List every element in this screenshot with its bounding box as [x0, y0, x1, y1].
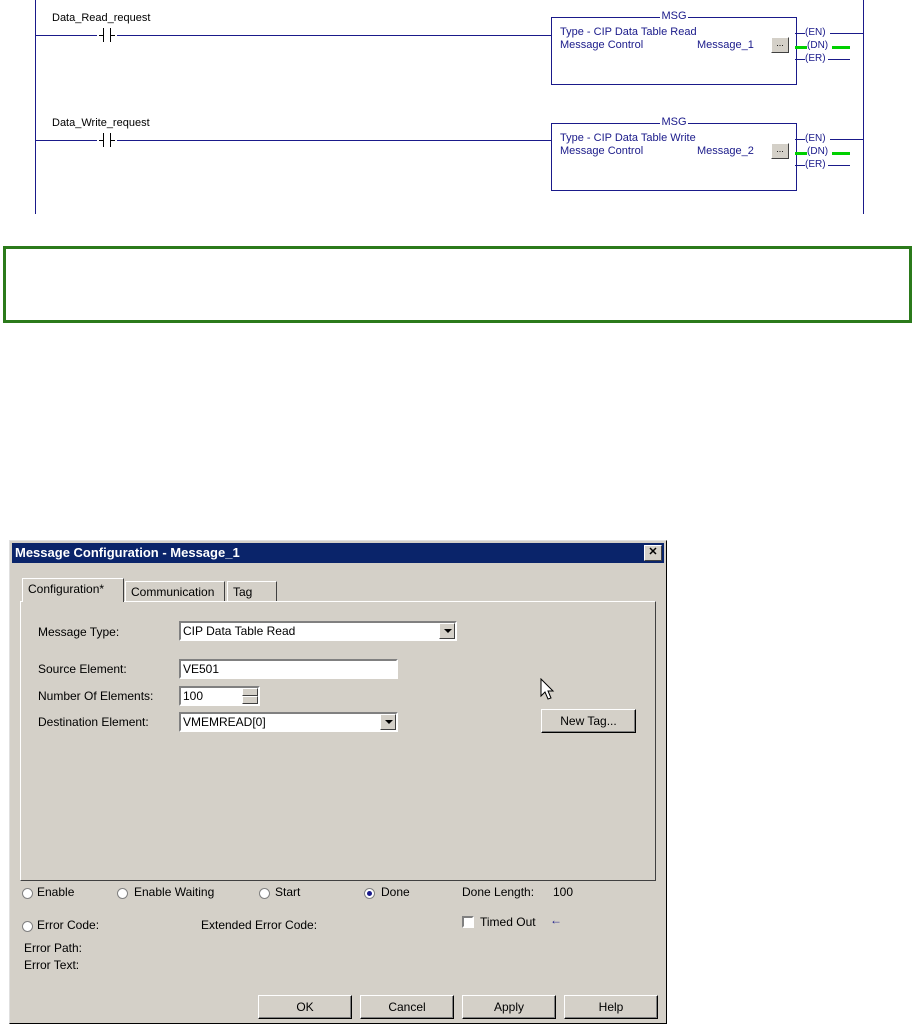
- done-indicator: [364, 888, 375, 899]
- enable-label: Enable: [37, 885, 75, 899]
- message-control-tag: Message_2: [697, 145, 754, 157]
- ladder-diagram: [0, 0, 918, 220]
- rung-wire: [117, 35, 551, 36]
- number-of-elements-stepper[interactable]: [179, 686, 260, 706]
- error-path-label: Error Path:: [24, 941, 83, 955]
- en-coil: (EN): [805, 27, 826, 38]
- message-control-label: Message Control: [560, 39, 644, 51]
- error-text-label: Error Text:: [24, 958, 80, 972]
- msg-instruction-block[interactable]: [551, 10, 797, 85]
- configuration-panel: [20, 601, 656, 881]
- tab-configuration[interactable]: Configuration*: [22, 578, 124, 602]
- er-coil: (ER): [805, 53, 826, 64]
- timed-out-label: Timed Out: [480, 915, 536, 929]
- enable-indicator: [22, 888, 33, 899]
- rung-wire: [35, 35, 97, 36]
- dialog-title: Message Configuration - Message_1: [15, 545, 240, 560]
- new-tag-button[interactable]: New Tag...: [541, 709, 636, 733]
- msg-type-text: Type - CIP Data Table Read: [560, 26, 697, 38]
- start-indicator: [259, 888, 270, 899]
- caption-box: [3, 246, 912, 323]
- rung-wire: [117, 140, 551, 141]
- browse-message-button[interactable]: ...: [771, 143, 789, 159]
- cancel-button[interactable]: Cancel: [360, 995, 454, 1019]
- msg-instruction-block[interactable]: [551, 116, 797, 191]
- extended-error-code-label: Extended Error Code:: [201, 918, 318, 932]
- help-button[interactable]: Help: [564, 995, 658, 1019]
- source-element-input[interactable]: VE501: [179, 659, 398, 679]
- enable-waiting-indicator: [117, 888, 128, 899]
- browse-message-button[interactable]: ...: [771, 37, 789, 53]
- tab-tag[interactable]: Tag: [227, 581, 277, 601]
- message-type-value: CIP Data Table Read: [183, 624, 296, 638]
- left-power-rail: [35, 0, 36, 214]
- contact-tag-label: Data_Read_request: [52, 12, 151, 24]
- xic-contact[interactable]: [97, 28, 117, 42]
- msg-type-text: Type - CIP Data Table Write: [560, 132, 696, 144]
- right-power-rail: [863, 0, 864, 214]
- start-label: Start: [275, 885, 301, 899]
- message-type-select[interactable]: [179, 621, 457, 641]
- done-label: Done: [381, 885, 410, 899]
- error-code-indicator: [22, 921, 33, 932]
- message-control-label: Message Control: [560, 145, 644, 157]
- timed-out-checkbox[interactable]: [462, 916, 474, 928]
- destination-element-select[interactable]: [179, 712, 398, 732]
- arrow-left-icon: ←: [550, 913, 562, 927]
- message-type-label: Message Type:: [38, 625, 120, 639]
- rung-wire: [35, 140, 97, 141]
- chevron-down-icon[interactable]: [380, 714, 396, 730]
- apply-button[interactable]: Apply: [462, 995, 556, 1019]
- source-element-label: Source Element:: [38, 662, 127, 676]
- spin-up-icon[interactable]: [242, 688, 258, 696]
- spin-down-icon[interactable]: [242, 696, 258, 704]
- message-control-tag: Message_1: [697, 39, 754, 51]
- en-coil: (EN): [805, 133, 826, 144]
- contact-tag-label: Data_Write_request: [52, 117, 150, 129]
- msg-instruction-name: MSG: [661, 116, 687, 128]
- dn-energized-wire: [795, 152, 807, 155]
- ok-button[interactable]: OK: [258, 995, 352, 1019]
- number-of-elements-label: Number Of Elements:: [38, 689, 154, 703]
- dn-coil: (DN): [807, 146, 829, 157]
- destination-element-label: Destination Element:: [38, 715, 149, 729]
- enable-waiting-label: Enable Waiting: [134, 885, 215, 899]
- done-length-label: Done Length:: [462, 885, 535, 899]
- dn-energized-wire: [795, 46, 807, 49]
- xic-contact[interactable]: [97, 133, 117, 147]
- dn-coil: (DN): [807, 40, 829, 51]
- tab-communication[interactable]: Communication: [125, 581, 225, 601]
- spin-buttons[interactable]: [242, 688, 258, 704]
- close-button[interactable]: ✕: [644, 545, 662, 561]
- dialog-titlebar[interactable]: [12, 543, 664, 563]
- done-length-value: 100: [553, 885, 574, 899]
- error-code-label: Error Code:: [37, 918, 100, 932]
- message-configuration-dialog: [9, 540, 667, 1024]
- destination-element-value: VMEMREAD[0]: [183, 715, 266, 729]
- chevron-down-icon[interactable]: [439, 623, 455, 639]
- msg-instruction-name: MSG: [661, 10, 687, 22]
- number-of-elements-value: 100: [183, 689, 204, 703]
- er-coil: (ER): [805, 159, 826, 170]
